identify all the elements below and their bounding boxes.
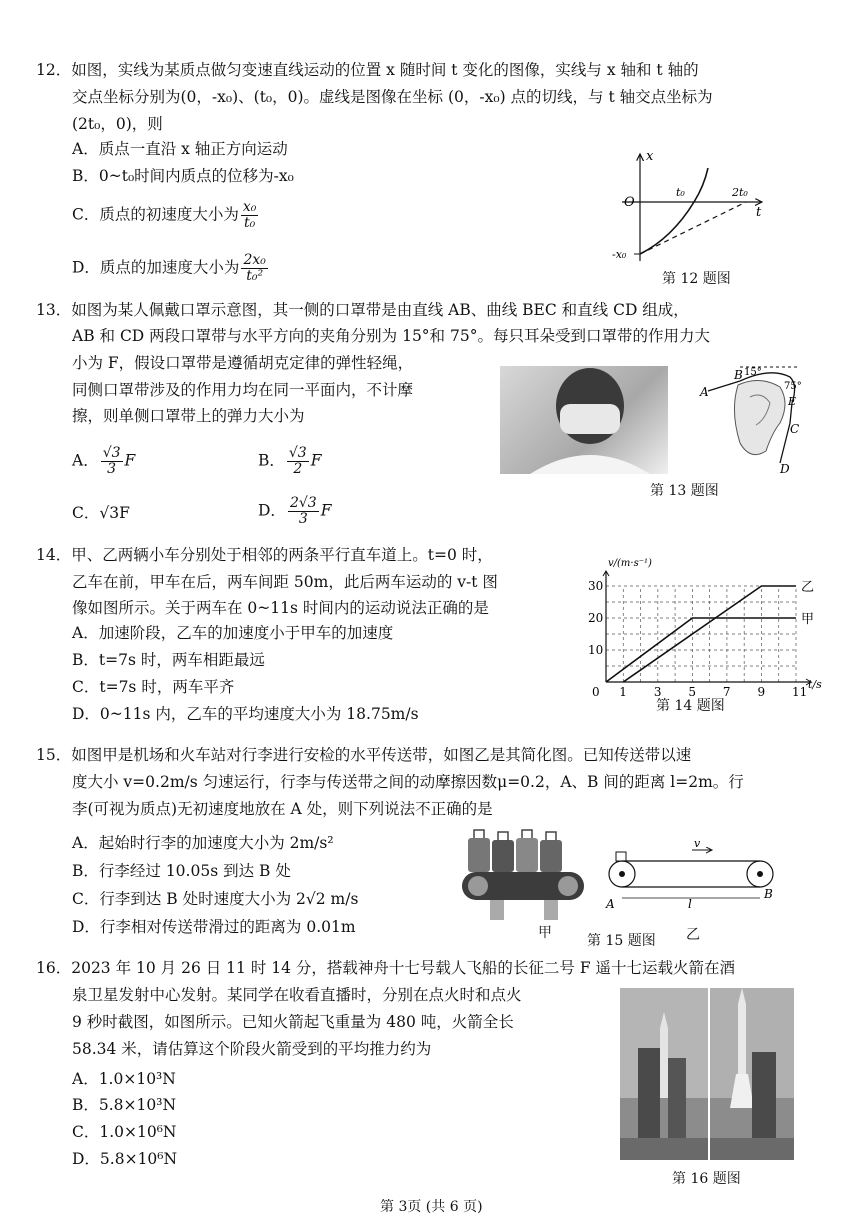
q15-v-label: v — [694, 837, 701, 850]
q13-stem-line1: 13．如图为某人佩戴口罩示意图，其一侧的口罩带是由直线 AB、曲线 BEC 和直线 CD 组成， — [36, 301, 689, 319]
q14-caption: 第 14 题图 — [656, 698, 725, 714]
q14-option-b: B．t=7s 时，两车相距最远 — [72, 651, 265, 669]
x-tick-label: 5 — [688, 685, 697, 699]
q13-option-d: D． $\frac{2√3}{3}$ F — [258, 495, 332, 527]
x-tick-label: 7 — [722, 685, 731, 699]
q13-caption: 第 13 题图 — [650, 483, 719, 499]
q13-mask-photo — [500, 366, 668, 474]
q12-2t0-label: 2t₀ — [732, 186, 748, 199]
q12-axis-t-label: t — [756, 205, 762, 220]
q13-option-d-fraction: $\frac{2√3}{3}$ — [289, 495, 317, 527]
q13-label-b: B — [734, 368, 743, 382]
q12-figure — [612, 146, 772, 271]
q13-ear-diagram — [700, 363, 810, 475]
q12-option-b: B．0~t₀时间内质点的位移为-x₀ — [72, 167, 294, 185]
q15-option-a: A．起始时行李的加速度大小为 2m/s² — [72, 834, 334, 852]
q14-option-a: A．加速阶段，乙车的加速度小于甲车的加速度 — [72, 624, 394, 642]
q13-option-c: C．√3F — [72, 504, 130, 522]
q13-label-e: E — [788, 395, 797, 408]
q14-stem-line1: 14．甲、乙两辆小车分别处于相邻的两条平行直车道上。t=0 时， — [36, 546, 493, 564]
q15-stem-line2: 度大小 v=0.2m/s 匀速运行，行李与传送带之间的动摩擦因数μ=0.2，A、B 间的距离 l=2m。行 — [72, 773, 744, 791]
q16-option-b: B．5.8×10³N — [72, 1096, 177, 1114]
q15-label-yi: 乙 — [686, 927, 700, 943]
q12-option-a: A．质点一直沿 x 轴正方向运动 — [72, 140, 288, 158]
q16-stem-line2: 泉卫星发射中心发射。某同学在收看直播时，分别在点火时和点火 — [72, 986, 522, 1004]
q15-a-label: A — [606, 897, 615, 911]
q13-stem-line3: 小为 F，假设口罩带是遵循胡克定律的弹性轻绳， — [72, 354, 414, 372]
x-tick-label: 0 — [592, 685, 600, 699]
q13-option-a-fraction: $\frac{√3}{3}$ — [102, 445, 121, 477]
q16-rocket-photo-9s — [710, 988, 794, 1160]
x-tick-label: 3 — [653, 685, 662, 699]
q15-conveyor-photo — [460, 826, 586, 924]
q13-angle-15: 15° — [744, 367, 762, 378]
q12-stem-line2: 交点坐标分别为(0，-x₀)、(t₀，0)。虚线是图像在坐标 (0，-x₀) 点的切线，与 t 轴交点坐标为 — [72, 88, 713, 106]
q12-caption: 第 12 题图 — [662, 271, 731, 287]
q14-stem-line2: 乙车在前，甲车在后，两车间距 50m，此后两车运动的 v-t 图 — [72, 573, 498, 591]
q16-stem-line1: 16．2023 年 10 月 26 日 11 时 14 分，搭载神舟十七号载人飞船的长征二号 F 遥十七运载火箭在酒 — [36, 959, 736, 977]
q12-option-d — [72, 253, 270, 284]
q12-origin-label: O — [624, 195, 635, 210]
q15-l-label: l — [688, 897, 692, 911]
q15-belt-diagram — [600, 838, 780, 910]
q15-caption: 第 15 题图 — [587, 933, 656, 949]
series-label-1: 甲 — [801, 612, 815, 627]
q16-option-d: D．5.8×10⁶N — [72, 1150, 178, 1168]
q12-axis-x-label: x — [646, 149, 654, 164]
q13-stem-line5: 擦，则单侧口罩带上的弹力大小为 — [72, 407, 305, 425]
x-axis-label: t/s — [808, 678, 822, 691]
q15-option-c: C．行李到达 B 处时速度大小为 2√2 m/s — [72, 890, 359, 908]
q15-b-label: B — [764, 887, 773, 901]
q14-stem-line3: 像如图所示。关于两车在 0~11s 时间内的运动说法正确的是 — [72, 599, 489, 617]
q16-stem-line3: 9 秒时截图，如图所示。已知火箭起飞重量为 480 吨，火箭全长 — [72, 1013, 514, 1031]
q16-rocket-photo-ignition — [620, 988, 708, 1160]
q12-option-d-fraction: $\frac{\text{2x₀}}{\text{t₀²}}$ — [243, 252, 266, 284]
q12-t0-label: t₀ — [676, 186, 685, 199]
q13-option-b: B． $\frac{√3}{2}$ F — [258, 445, 322, 477]
x-tick-label: 9 — [757, 685, 766, 699]
q12-stem-line3: (2t₀，0)，则 — [72, 115, 163, 133]
page-footer: 第 3页 (共 6 页) — [380, 1199, 483, 1215]
q13-option-a: A． $\frac{√3}{3}$ F — [72, 445, 136, 477]
q15-label-jia: 甲 — [538, 925, 552, 941]
q16-stem-line4: 58.34 米，请估算这个阶段火箭受到的平均推力约为 — [72, 1040, 432, 1058]
y-tick-label: 30 — [588, 579, 604, 593]
q12-option-c — [72, 200, 260, 231]
x-tick-label: 11 — [792, 685, 808, 699]
y-tick-label: 10 — [588, 643, 604, 657]
q13-label-a: A — [700, 385, 709, 399]
y-axis-label: v/(m·s⁻¹) — [608, 558, 652, 569]
series-label-0: 乙 — [801, 580, 815, 595]
x-tick-label: 1 — [619, 685, 627, 699]
q14-option-c: C．t=7s 时，两车平齐 — [72, 678, 235, 696]
q15-stem-line1: 15．如图甲是机场和火车站对行李进行安检的水平传送带，如图乙是其简化图。已知传送带以速 — [36, 746, 692, 764]
q16-option-c: C．1.0×10⁶N — [72, 1123, 177, 1141]
y-tick-label: 20 — [588, 611, 604, 625]
q12-option-d-text: D．质点的加速度大小为 — [72, 258, 240, 277]
q13-option-b-fraction: $\frac{√3}{2}$ — [288, 445, 307, 477]
q16-option-a: A．1.0×10³N — [72, 1070, 176, 1088]
q14-option-d: D．0~11s 内，乙车的平均速度大小为 18.75m/s — [72, 705, 419, 723]
q16-caption: 第 16 题图 — [672, 1171, 741, 1187]
q13-angle-75: 75° — [784, 381, 802, 392]
q15-stem-line3: 李(可视为质点)无初速度地放在 A 处，则下列说法不正确的是 — [72, 800, 493, 818]
q15-option-b: B．行李经过 10.05s 到达 B 处 — [72, 862, 291, 880]
q13-stem-line2: AB 和 CD 两段口罩带与水平方向的夹角分别为 15°和 75°。每只耳朵受到口罩带的作用力大 — [72, 327, 710, 345]
q15-option-d: D．行李相对传送带滑过的距离为 0.01m — [72, 918, 356, 936]
q14-vt-chart — [588, 556, 822, 699]
q12-option-c-fraction: $\frac{\text{x₀}}{\text{t₀}}$ — [242, 199, 257, 231]
q12-stem-line1: 12．如图，实线为某质点做匀变速直线运动的位置 x 随时间 t 变化的图像，实线与 x 轴和 t 轴的 — [36, 61, 699, 79]
q13-label-d: D — [780, 462, 790, 476]
q12-option-c-text: C．质点的初速度大小为 — [72, 205, 239, 224]
q13-stem-line4: 同侧口罩带涉及的作用力均在同一平面内，不计摩 — [72, 381, 414, 399]
q12-minus-x0-label: -x₀ — [612, 248, 627, 261]
q13-label-c: C — [790, 422, 800, 436]
